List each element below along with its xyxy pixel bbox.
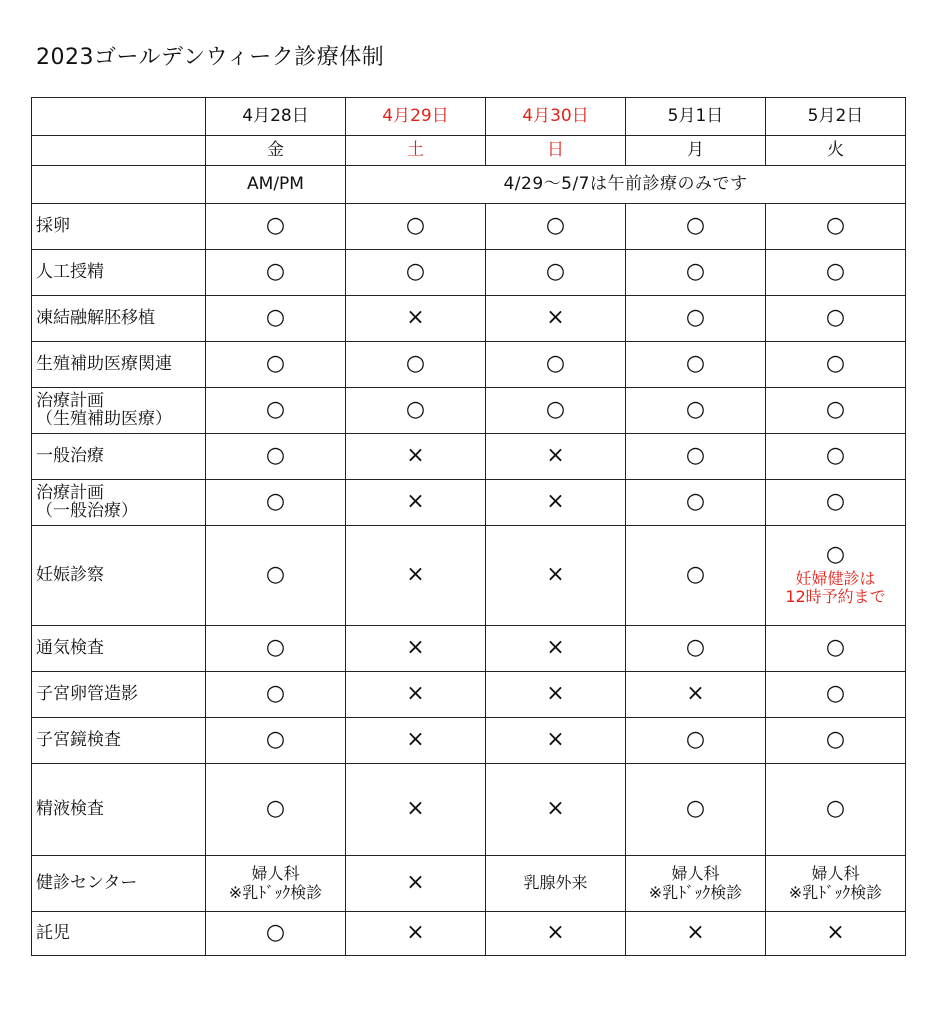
unavailable-mark: ×: [686, 681, 705, 707]
available-mark: ○: [825, 542, 846, 568]
available-mark: ○: [685, 305, 706, 331]
page-title: 2023ゴールデンウィーク診療体制: [36, 45, 385, 70]
available-mark: ○: [685, 443, 706, 469]
available-mark: ○: [685, 213, 706, 239]
schedule-cell: [486, 764, 626, 856]
available-mark: ○: [685, 351, 706, 377]
available-mark: ○: [825, 489, 846, 515]
schedule-cell: [626, 250, 766, 296]
schedule-cell: [206, 388, 346, 434]
available-mark: ○: [825, 796, 846, 822]
schedule-table: [31, 97, 906, 956]
unavailable-mark: ×: [406, 443, 425, 469]
header-weekday-row: [32, 136, 906, 166]
row-label: [32, 434, 206, 480]
row-label: [32, 856, 206, 912]
available-mark: ○: [265, 259, 286, 285]
header-corner-cell: [32, 136, 206, 166]
table-row: [32, 480, 906, 526]
unavailable-mark: ×: [406, 305, 425, 331]
table-row: [32, 718, 906, 764]
unavailable-mark: ×: [546, 305, 565, 331]
unavailable-mark: ×: [546, 727, 565, 753]
available-mark: ○: [265, 351, 286, 377]
unavailable-mark: ×: [406, 562, 425, 588]
table-row: [32, 672, 906, 718]
row-label-text: 一般治療: [36, 445, 104, 466]
available-mark: ○: [825, 305, 846, 331]
row-label: [32, 764, 206, 856]
header-weekday-cell: 火: [766, 136, 906, 166]
available-mark: ○: [265, 727, 286, 753]
available-mark: ○: [405, 259, 426, 285]
schedule-cell: [346, 672, 486, 718]
schedule-cell: [766, 912, 906, 956]
available-mark: ○: [685, 727, 706, 753]
row-label-text: 精液検査: [36, 798, 104, 819]
unavailable-mark: ×: [406, 635, 425, 661]
schedule-cell: [206, 342, 346, 388]
header-date-cell: 5月1日: [626, 98, 766, 136]
schedule-cell: [206, 526, 346, 626]
available-mark: ○: [825, 681, 846, 707]
row-label-text: 採卵: [36, 215, 70, 236]
available-mark: ○: [825, 727, 846, 753]
header-date-cell: 4月30日: [486, 98, 626, 136]
schedule-cell: [766, 434, 906, 480]
row-label: [32, 526, 206, 626]
available-mark: ○: [265, 681, 286, 707]
unavailable-mark: ×: [406, 796, 425, 822]
unavailable-mark: ×: [406, 681, 425, 707]
header-corner-cell: [32, 166, 206, 204]
header-hours-row: [32, 166, 906, 204]
cell-text-line: 婦人科: [251, 864, 300, 884]
table-row: [32, 296, 906, 342]
row-label-text: 治療計画: [36, 390, 104, 411]
row-label-text: 人工授精: [36, 261, 104, 282]
available-mark: ○: [685, 489, 706, 515]
schedule-cell: [626, 672, 766, 718]
table-row: [32, 912, 906, 956]
row-label-subtext: （生殖補助医療）: [36, 408, 172, 429]
available-mark: ○: [405, 397, 426, 423]
schedule-cell: [346, 434, 486, 480]
schedule-cell: [626, 764, 766, 856]
schedule-cell: [486, 480, 626, 526]
cell-text-line: ※乳ﾄﾞｯｸ検診: [788, 882, 883, 902]
row-label-text: 子宮卵管造影: [36, 683, 138, 704]
unavailable-mark: ×: [406, 727, 425, 753]
unavailable-mark: ×: [546, 635, 565, 661]
unavailable-mark: ×: [826, 920, 845, 946]
header-date-cell: 4月28日: [206, 98, 346, 136]
schedule-cell: [626, 718, 766, 764]
schedule-cell: [486, 204, 626, 250]
schedule-cell: [346, 718, 486, 764]
schedule-cell: [486, 626, 626, 672]
table-row: [32, 526, 906, 626]
available-mark: ○: [825, 259, 846, 285]
available-mark: ○: [825, 443, 846, 469]
schedule-cell: [206, 718, 346, 764]
schedule-cell: [626, 856, 766, 912]
schedule-cell: [766, 480, 906, 526]
row-label: [32, 204, 206, 250]
schedule-cell: [346, 480, 486, 526]
schedule-cell: [346, 764, 486, 856]
table-row: [32, 204, 906, 250]
available-mark: ○: [265, 796, 286, 822]
schedule-cell: [626, 388, 766, 434]
available-mark: ○: [265, 489, 286, 515]
header-date-cell: 4月29日: [346, 98, 486, 136]
schedule-cell: [626, 342, 766, 388]
row-label-text: 生殖補助医療関連: [36, 353, 172, 374]
table-row: [32, 626, 906, 672]
schedule-cell: [486, 388, 626, 434]
table-row: [32, 856, 906, 912]
available-mark: ○: [685, 635, 706, 661]
schedule-cell: [766, 342, 906, 388]
available-mark: ○: [825, 351, 846, 377]
schedule-cell: [766, 296, 906, 342]
schedule-cell: [766, 626, 906, 672]
unavailable-mark: ×: [406, 489, 425, 515]
schedule-cell: [626, 434, 766, 480]
available-mark: ○: [265, 397, 286, 423]
unavailable-mark: ×: [546, 443, 565, 469]
schedule-cell: [346, 250, 486, 296]
schedule-cell: [766, 718, 906, 764]
row-label-text: 健診センター: [36, 872, 138, 893]
schedule-cell: [206, 856, 346, 912]
row-label-text: 治療計画: [36, 482, 104, 503]
schedule-cell: [346, 912, 486, 956]
schedule-cell: [346, 856, 486, 912]
available-mark: ○: [265, 920, 286, 946]
row-label: [32, 388, 206, 434]
schedule-cell: [626, 204, 766, 250]
cell-text-line: 婦人科: [671, 864, 720, 884]
schedule-cell: [206, 672, 346, 718]
cell-text-line: ※乳ﾄﾞｯｸ検診: [228, 882, 323, 902]
schedule-cell: [486, 250, 626, 296]
header-weekday-cell: 日: [486, 136, 626, 166]
schedule-cell: [486, 434, 626, 480]
schedule-body: [32, 204, 906, 956]
row-label-text: 凍結融解胚移植: [36, 307, 155, 328]
available-mark: ○: [265, 635, 286, 661]
schedule-cell: [486, 296, 626, 342]
available-mark: ○: [265, 213, 286, 239]
header-date-row: [32, 98, 906, 136]
available-mark: ○: [265, 443, 286, 469]
cell-text-line: ※乳ﾄﾞｯｸ検診: [648, 882, 743, 902]
available-mark: ○: [545, 351, 566, 377]
row-label: [32, 480, 206, 526]
table-row: [32, 342, 906, 388]
table-row: [32, 434, 906, 480]
schedule-cell: [346, 626, 486, 672]
cell-note: 妊婦健診は: [795, 568, 876, 588]
schedule-cell: [206, 912, 346, 956]
header-weekday-cell: 金: [206, 136, 346, 166]
available-mark: ○: [825, 213, 846, 239]
header-weekday-cell: 月: [626, 136, 766, 166]
row-label: [32, 718, 206, 764]
available-mark: ○: [685, 562, 706, 588]
schedule-cell: [346, 296, 486, 342]
available-mark: ○: [265, 305, 286, 331]
schedule-cell: [346, 526, 486, 626]
schedule-cell: [346, 342, 486, 388]
unavailable-mark: ×: [406, 870, 425, 896]
header-weekday-cell: 土: [346, 136, 486, 166]
row-label-text: 通気検査: [36, 637, 104, 658]
schedule-cell: [206, 296, 346, 342]
header-corner-cell: [32, 98, 206, 136]
row-label-text: 託児: [36, 922, 70, 943]
unavailable-mark: ×: [546, 796, 565, 822]
schedule-cell: [206, 480, 346, 526]
unavailable-mark: ×: [546, 681, 565, 707]
schedule-cell: [766, 250, 906, 296]
header-date-cell: 5月2日: [766, 98, 906, 136]
row-label-subtext: （一般治療）: [36, 500, 138, 521]
cell-text-line: 乳腺外来: [523, 873, 588, 893]
schedule-cell: [766, 764, 906, 856]
schedule-cell: [486, 342, 626, 388]
cell-note: 12時予約まで: [785, 587, 886, 607]
row-label: [32, 296, 206, 342]
schedule-cell: [206, 626, 346, 672]
schedule-cell: [766, 672, 906, 718]
schedule-cell: [626, 296, 766, 342]
available-mark: ○: [685, 796, 706, 822]
row-label-text: 子宮鏡検査: [36, 729, 121, 750]
schedule-cell: [486, 718, 626, 764]
schedule-cell: [626, 526, 766, 626]
row-label: [32, 626, 206, 672]
schedule-cell: [206, 764, 346, 856]
available-mark: ○: [545, 397, 566, 423]
schedule-cell: [346, 204, 486, 250]
available-mark: ○: [545, 259, 566, 285]
schedule-cell: [766, 856, 906, 912]
schedule-cell: [626, 626, 766, 672]
available-mark: ○: [545, 213, 566, 239]
schedule-cell: [346, 388, 486, 434]
available-mark: ○: [685, 259, 706, 285]
schedule-cell: [626, 912, 766, 956]
table-row: [32, 388, 906, 434]
schedule-cell: [206, 204, 346, 250]
row-label-text: 妊娠診察: [36, 564, 104, 585]
available-mark: ○: [825, 635, 846, 661]
row-label: [32, 342, 206, 388]
table-row: [32, 764, 906, 856]
unavailable-mark: ×: [546, 489, 565, 515]
table-row: [32, 250, 906, 296]
available-mark: ○: [265, 562, 286, 588]
schedule-cell: [206, 250, 346, 296]
row-label: [32, 250, 206, 296]
schedule-cell: [766, 526, 906, 626]
row-label: [32, 912, 206, 956]
available-mark: ○: [405, 213, 426, 239]
morning-only-banner: 4/29〜5/7は午前診療のみです: [346, 166, 906, 204]
available-mark: ○: [405, 351, 426, 377]
unavailable-mark: ×: [686, 920, 705, 946]
schedule-cell: [206, 434, 346, 480]
unavailable-mark: ×: [546, 562, 565, 588]
row-label: [32, 672, 206, 718]
schedule-cell: [766, 388, 906, 434]
schedule-cell: [486, 912, 626, 956]
unavailable-mark: ×: [406, 920, 425, 946]
schedule-cell: [486, 856, 626, 912]
cell-text-line: 婦人科: [811, 864, 860, 884]
available-mark: ○: [685, 397, 706, 423]
schedule-cell: [486, 672, 626, 718]
schedule-cell: [766, 204, 906, 250]
unavailable-mark: ×: [546, 920, 565, 946]
schedule-cell: [626, 480, 766, 526]
hours-first-cell: AM/PM: [206, 166, 346, 204]
schedule-cell: [486, 526, 626, 626]
available-mark: ○: [825, 397, 846, 423]
